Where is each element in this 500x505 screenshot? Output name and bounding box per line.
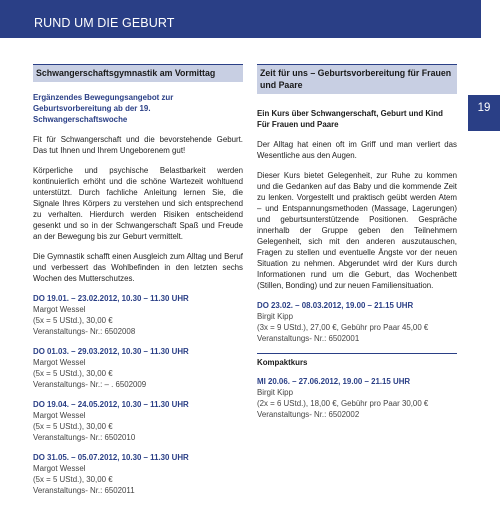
course-fee: (5x = 5 UStd.), 30,00 €: [33, 475, 113, 484]
page-number-tab: [468, 95, 500, 131]
course-instructor: Margot Wessel: [33, 358, 86, 367]
divider: [257, 353, 457, 354]
course-number: Veranstaltungs- Nr.: 6502008: [33, 327, 136, 336]
right-column: [257, 64, 457, 429]
course-entry: [33, 452, 243, 496]
page-number: 19: [477, 102, 491, 114]
course-date: DO 23.02. – 08.03.2012, 19.00 – 21.15 UHR: [257, 301, 414, 310]
course-number: Veranstaltungs- Nr.: 6502010: [33, 433, 136, 442]
course-entry: [257, 376, 457, 420]
left-column: [33, 64, 243, 505]
course-instructor: Birgit Kipp: [257, 388, 293, 397]
course-number: Veranstaltungs- Nr.: – . 6502009: [33, 380, 147, 389]
left-paragraph: Die Gymnastik schafft einen Ausgleich zum Alltag und Beruf und verbessert das Wohlbefinden in den letzten sechs Wochen des Mutterschutzes.: [33, 252, 243, 283]
course-date: DO 19.01. – 23.02.2012, 10.30 – 11.30 UHR: [33, 294, 189, 303]
course-entry: [33, 293, 243, 337]
left-section-heading: Schwangerschaftsgymnastik am Vormittag: [33, 64, 243, 82]
course-date: DO 19.04. – 24.05.2012, 10.30 – 11.30 UHR: [33, 400, 189, 409]
section-title: RUND UM DIE GEBURT: [34, 16, 175, 30]
course-fee: (5x = 5 UStd.), 30,00 €: [33, 422, 113, 431]
block-heading-compact: Kompaktkurs: [257, 358, 308, 367]
course-number: Veranstaltungs- Nr.: 6502011: [33, 486, 135, 495]
course-fee: (3x = 9 UStd.), 27,00 €, Gebühr pro Paar 45,00 €: [257, 323, 429, 332]
left-paragraph: Körperliche und psychische Belastbarkeit werden kontinuierlich erhöht und die schöne Wartezeit wohltuend unterstützt. Durch fachliche Anleitung lernen Sie, die Signale Ihres Körpers zu verstehen und sich entsprechend zu verhalten. Hierdurch werden Risiken entscheidend gesenkt und so in der Schwangerschaft Spaß und Freude an der Bewegung bis zur Geburt vermittelt.: [33, 166, 243, 241]
course-instructor: Birgit Kipp: [257, 312, 293, 321]
course-entry: [33, 399, 243, 443]
course-date: DO 01.03. – 29.03.2012, 10.30 – 11.30 UHR: [33, 347, 189, 356]
right-subheading: Ein Kurs über Schwangerschaft, Geburt und Kind Für Frauen und Paare: [257, 109, 443, 129]
course-date: MI 20.06. – 27.06.2012, 19.00 – 21.15 UHR: [257, 377, 411, 386]
course-entry: [33, 346, 243, 390]
left-paragraph: Fit für Schwangerschaft und die bevorstehende Geburt. Das tut Ihnen und Ihrem Ungeborenem gut!: [33, 135, 243, 155]
course-fee: (5x = 5 UStd.), 30,00 €: [33, 316, 113, 325]
course-fee: (5x = 5 UStd.), 30,00 €: [33, 369, 113, 378]
header-bar: [0, 0, 481, 38]
course-fee: (2x = 6 UStd.), 18,00 €, Gebühr pro Paar 30,00 €: [257, 399, 429, 408]
course-instructor: Margot Wessel: [33, 305, 86, 314]
course-entry: [257, 300, 457, 344]
course-number: Veranstaltungs- Nr.: 6502001: [257, 334, 360, 343]
course-date: DO 31.05. – 05.07.2012, 10.30 – 11.30 UHR: [33, 453, 189, 462]
course-instructor: Margot Wessel: [33, 464, 86, 473]
left-subheading: Ergänzendes Bewegungsangebot zur Geburtsvorbereitung ab der 19. Schwangerschaftswoche: [33, 93, 174, 124]
right-section-heading: Zeit für uns – Geburtsvorbereitung für Frauen und Paare: [257, 64, 457, 94]
right-paragraph: Dieser Kurs bietet Gelegenheit, zur Ruhe zu kommen und die Gedanken auf das Baby und die kommende Zeit zu lenken. Vorgestellt und praktisch geübt werden Atem – und Entspannungsmethoden (Massage, Lagerungen) und geburtsunterstützende Positionen. Gespräche innerhalb der Gruppe geben den Teilnehmern Gelegenheit, sich mit den anderen auszutauschen, Fragen zu stellen und eventuelle Ängste vor der neuen Situation zu nehmen. Abgerundet wird der Kurs durch Informationen rund um die Geburt, das Wochenbett (Stillen, Bonding) und zur neuen Familiensituation.: [257, 171, 457, 290]
course-number: Veranstaltungs- Nr.: 6502002: [257, 410, 360, 419]
course-instructor: Margot Wessel: [33, 411, 86, 420]
right-paragraph: Der Alltag hat einen oft im Griff und man verliert das Wesentliche aus den Augen.: [257, 140, 457, 160]
